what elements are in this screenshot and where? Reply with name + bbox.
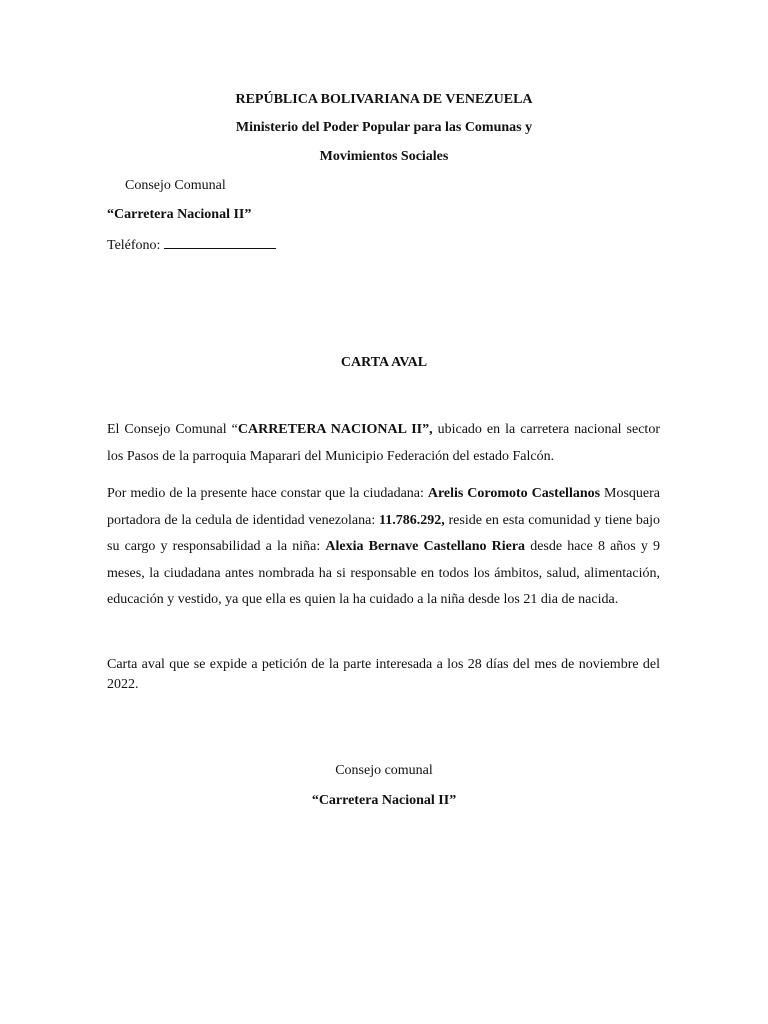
paragraph-3: Carta aval que se expide a petición de la parte interesada a los 28 días del mes de noviembre del 2022. [107,657,660,692]
council-label: Consejo Comunal [125,178,226,193]
phone-row [107,236,276,254]
signature-label: Consejo comunal [335,763,433,778]
p2-citizen-name: Arelis Coromoto Castellanos [427,486,601,501]
council-name: “Carretera Nacional II” [107,207,252,222]
p1-council-name: CARRETERA NACIONAL II”, [237,422,433,437]
p2-child-name: Alexia Bernave Castellano Riera [325,539,526,554]
ministry-line-1: Ministerio del Poder Popular para las Comunas y [235,120,533,135]
p2-text-2: Mosquera portadora de la cedula de identidad venezolana: [107,486,661,528]
republic-heading: REPÚBLICA BOLIVARIANA DE VENEZUELA [235,92,533,107]
p2-text-1: Por medio de la presente hace constar que la ciudadana: [107,486,428,501]
phone-label: Teléfono: [107,238,161,253]
ministry-line-2: Movimientos Sociales [319,149,449,164]
paragraph-2 [107,481,660,614]
signature-name: “Carretera Nacional II” [311,793,457,808]
p2-text-4: desde hace 8 años y 9 meses, la ciudadana antes nombrada ha si responsable en todos los ámbitos, salud, alimentación, educación y vestido, ya que ella es quien la ha cuidado a la niña desde los 21 dia de nacida. [107,539,661,607]
paragraph-1 [107,417,660,470]
phone-blank-line [164,236,276,249]
p1-text-1: El Consejo Comunal “ [107,422,238,437]
p1-text-2: ubicado en la carretera nacional sector los Pasos de la parroquia Maparari del Municipio Federación del estado Falcón. [107,422,660,464]
p2-text-3: reside en esta comunidad y tiene bajo su cargo y responsabilidad a la niña: [107,512,660,554]
p2-id-number: 11.786.292, [379,512,445,528]
document-title: CARTA AVAL [340,355,428,370]
